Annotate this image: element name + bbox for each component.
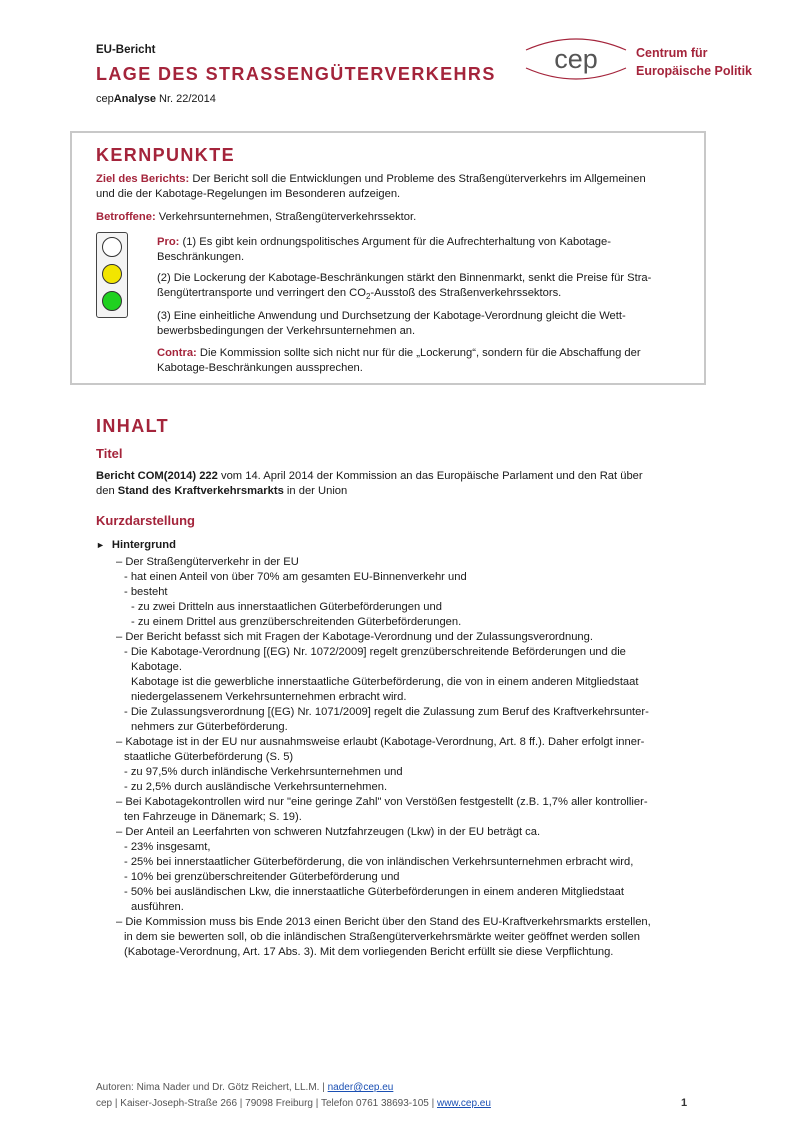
logo-line-2: Europäische Politik [636, 64, 753, 78]
ziel-text-1: Der Bericht soll die Entwicklungen und Probleme des Straßengüterverkehrs im Allgemeinen [189, 173, 646, 185]
body-line: staatliche Güterbeförderung (S. 5) [124, 751, 294, 763]
pro-label: Pro: [157, 236, 180, 248]
pro1-text-1: (1) Es gibt kein ordnungspolitisches Argument für die Aufrechterhaltung von Kabotage- [179, 236, 611, 248]
body-line: nehmers zur Güterbeförderung. [131, 721, 288, 733]
titel-l2-b: in der Union [283, 485, 348, 497]
arrow-bullet-icon: ► [96, 540, 105, 550]
footer-address-text: cep | Kaiser-Joseph-Straße 266 | 79098 Freiburg | Telefon 0761 38693-105 | [96, 1098, 437, 1109]
traffic-light-green [102, 291, 122, 311]
document-kicker: EU-Bericht [96, 44, 156, 56]
titel-rest-1: vom 14. April 2014 der Kommission an das Europäische Parlament und den Rat über [217, 470, 643, 482]
betroffene-label: Betroffene: [96, 211, 156, 223]
body-line: – Die Kommission muss bis Ende 2013 einen Bericht über den Stand des EU-Kraftverkehrsmarkts erstellen, [116, 916, 651, 928]
pro2-text-b: -Ausstoß des Straßenverkehrssektors. [370, 287, 562, 299]
titel-l2-bold: Stand des Kraftverkehrsmarkts [117, 485, 284, 497]
contra-line-1 [157, 346, 641, 362]
betroffene-text: Verkehrsunternehmen, Straßengüterverkehrssektor. [155, 211, 417, 223]
titel-l2-a: den [96, 485, 118, 497]
body-line: - 23% insgesamt, [124, 841, 211, 853]
body-line: - hat einen Anteil von über 70% am gesamten EU-Binnenverkehr und [124, 571, 467, 583]
body-line: niedergelassenem Verkehrsunternehmen erbracht wird. [131, 691, 407, 703]
pro1-line-2: Beschränkungen. [157, 251, 245, 263]
body-line: - 25% bei innerstaatlicher Güterbeförderung, die von inländischen Verkehrsunternehmen erbracht wird, [124, 856, 634, 868]
kurzdarstellung-heading: Kurzdarstellung [96, 513, 195, 528]
ziel-label: Ziel des Berichts: [96, 173, 190, 185]
website-link[interactable]: www.cep.eu [436, 1098, 491, 1109]
footer-authors-text: Autoren: Nima Nader und Dr. Götz Reichert, LL.M. | [96, 1082, 328, 1093]
pro2-text-a: ßengütertransporte und verringert den CO [157, 287, 366, 299]
body-line: – Der Anteil an Leerfahrten von schweren Nutzfahrzeugen (Lkw) in der EU beträgt ca. [116, 826, 541, 838]
titel-heading: Titel [96, 446, 123, 461]
pro3-line-1: (3) Eine einheitliche Anwendung und Durchsetzung der Kabotage-Verordnung gleicht die Wett- [157, 310, 626, 322]
analysis-rest: Nr. 22/2014 [155, 93, 216, 105]
body-line: – Der Bericht befasst sich mit Fragen der Kabotage-Verordnung und der Zulassungsverordnung. [116, 631, 593, 643]
analysis-prefix: cep [96, 93, 114, 105]
hintergrund-line [96, 538, 176, 554]
body-line: - Die Kabotage-Verordnung [(EG) Nr. 1072/2009] regelt grenzüberschreitende Beförderungen und die [124, 646, 626, 658]
body-line: ten Fahrzeuge in Dänemark; S. 19). [124, 811, 302, 823]
body-line: - zu 97,5% durch inländische Verkehrsunternehmen und [124, 766, 403, 778]
body-line: - Die Zulassungsverordnung [(EG) Nr. 1071/2009] regelt die Zulassung zum Beruf des Kraftverkehrsunter- [124, 706, 649, 718]
body-line: - 50% bei ausländischen Lkw, die innerstaatliche Güterbeförderungen in einem anderen Mitgliedstaat [124, 886, 625, 898]
body-line: in dem sie bewerten soll, ob die inländischen Straßengüterverkehrsmärkte weiter geöffnet werden sollen [124, 931, 640, 943]
contra-text-1: Die Kommission sollte sich nicht nur für die „Lockerung“, sondern für die Abschaffung der [196, 347, 641, 359]
footer-address [96, 1098, 491, 1109]
body-line: ausführen. [131, 901, 184, 913]
body-line: - zu einem Drittel aus grenzüberschreitenden Güterbeförderungen. [131, 616, 462, 628]
body-line: – Der Straßengüterverkehr in der EU [116, 556, 299, 568]
logo-text [636, 44, 752, 80]
betroffene-line [96, 210, 416, 226]
body-line: - besteht [124, 586, 168, 598]
pro2-line-1: (2) Die Lockerung der Kabotage-Beschränkungen stärkt den Binnenmarkt, senkt die Preise für Stra- [157, 272, 652, 284]
body-line: Kabotage. [131, 661, 183, 673]
hintergrund-heading: Hintergrund [111, 539, 176, 551]
body-line: - 10% bei grenzüberschreitender Güterbeförderung und [124, 871, 400, 883]
inhalt-title: INHALT [96, 416, 170, 436]
analysis-number [96, 93, 216, 105]
contra-label: Contra: [157, 347, 197, 359]
page-number: 1 [681, 1097, 688, 1109]
body-line: – Kabotage ist in der EU nur ausnahmsweise erlaubt (Kabotage-Verordnung, Art. 8 ff.). Daher erfolgt inner- [116, 736, 645, 748]
analysis-bold: Analyse [113, 93, 156, 105]
author-email-link[interactable]: nader@cep.eu [327, 1082, 394, 1093]
kernpunkte-title: KERNPUNKTE [96, 145, 236, 165]
pro3-line-2: bewerbsbedingungen der Verkehrsunternehmen an. [157, 325, 416, 337]
titel-line-1 [96, 469, 643, 485]
pro2-line-2 [157, 286, 561, 305]
body-line: – Bei Kabotagekontrollen wird nur "eine geringe Zahl" von Verstößen festgestellt (z.B. 1,7% aller kontrollier- [116, 796, 648, 808]
contra-line-2: Kabotage-Beschränkungen aussprechen. [157, 362, 363, 374]
titel-bold-1: Bericht COM(2014) 222 [96, 470, 218, 482]
pro2-subscript: 2 [365, 292, 371, 302]
traffic-light-white [102, 237, 122, 257]
cep-logo [522, 34, 630, 84]
traffic-light-icon [96, 232, 128, 318]
traffic-light-yellow [102, 264, 122, 284]
logo-line-1: Centrum für [636, 46, 708, 60]
pro1-line-1 [157, 235, 611, 251]
titel-line-2 [96, 484, 347, 500]
body-line: - zu 2,5% durch ausländische Verkehrsunternehmen. [124, 781, 388, 793]
logo-mark: cep [554, 44, 598, 74]
document-title: LAGE DES STRASSENGÜTERVERKEHRS [96, 64, 496, 84]
ziel-line-2: und die der Kabotage-Regelungen im Besonderen aufzeigen. [96, 188, 401, 200]
body-line: Kabotage ist die gewerbliche innerstaatliche Güterbeförderung, die von in einem anderen Mitgliedstaat [131, 676, 639, 688]
ziel-line-1 [96, 172, 646, 188]
body-line: - zu zwei Dritteln aus innerstaatlichen Güterbeförderungen und [131, 601, 442, 613]
footer-authors [96, 1082, 393, 1093]
body-line: (Kabotage-Verordnung, Art. 17 Abs. 3). Mit dem vorliegenden Bericht erfüllt sie diese Verpflichtung. [124, 946, 614, 958]
